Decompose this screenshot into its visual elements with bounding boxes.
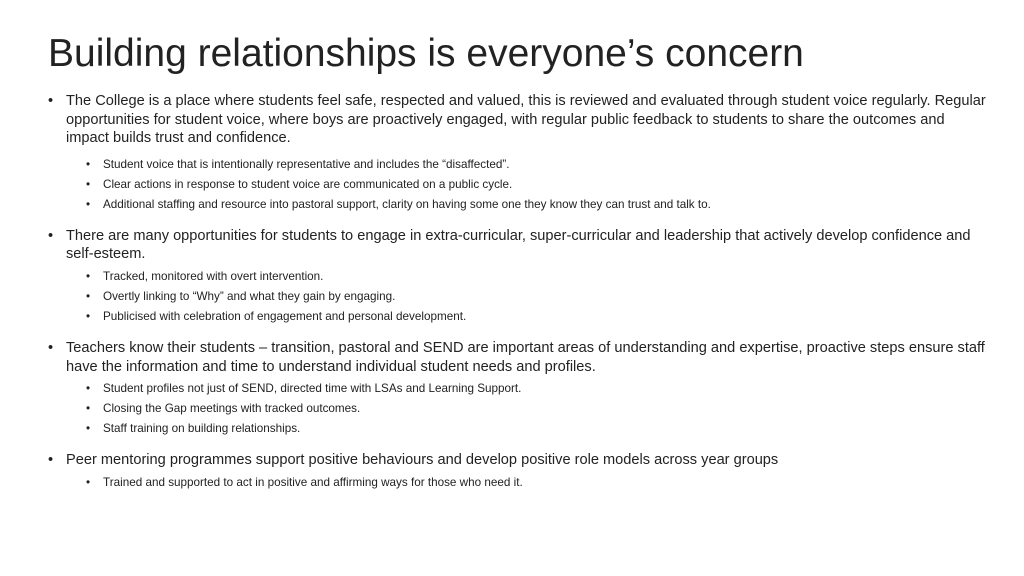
bullet-text: Teachers know their students – transition, pastoral and SEND are important areas of understanding and expertise, proactive steps ensure staff have the information and time to understand individual student needs and profiles. <box>66 340 985 375</box>
sub-bullet-icon: • <box>86 197 91 211</box>
sub-bullet-icon: • <box>86 382 91 396</box>
sub-bullet-point <box>86 287 988 307</box>
sub-bullet-point <box>86 307 988 327</box>
sub-bullet-point <box>86 267 988 287</box>
bullet-text: There are many opportunities for students to engage in extra-curricular, super-curricular and leadership that actively develop confidence and self-esteem. <box>66 227 971 263</box>
sub-bullet-text: Student profiles not just of SEND, directed time with LSAs and Learning Support. <box>103 382 522 396</box>
sub-bullet-icon: • <box>86 157 91 171</box>
bullet-icon: • <box>48 93 54 109</box>
bullet-icon: • <box>48 227 54 244</box>
sub-bullet-icon: • <box>86 289 91 303</box>
bullet-text: The College is a place where students feel safe, respected and valued, this is reviewed and evaluated through student voice regularly. Regular opportunities for student voice, where boys are proactively engaged, with regular public feedback to students to share the outcomes and impact builds trust and confidence. <box>66 93 986 146</box>
bullet-text: Peer mentoring programmes support positive behaviours and develop positive role models across year groups <box>66 452 779 469</box>
sub-bullet-icon: • <box>86 269 91 283</box>
sub-bullet-point <box>86 155 988 175</box>
bullet-icon: • <box>48 452 54 469</box>
sub-bullet-text: Clear actions in response to student voice are communicated on a public cycle. <box>103 177 513 191</box>
bullet-point <box>48 339 988 439</box>
sub-bullet-text: Student voice that is intentionally representative and includes the “disaffected”. <box>103 157 510 171</box>
sub-bullet-list <box>66 379 988 439</box>
sub-bullet-point <box>86 195 988 215</box>
bullet-point <box>48 92 988 215</box>
sub-bullet-text: Additional staffing and resource into pastoral support, clarity on having some one they know they can trust and talk to. <box>103 197 711 211</box>
sub-bullet-icon: • <box>86 309 91 323</box>
sub-bullet-icon: • <box>86 475 91 489</box>
sub-bullet-point <box>86 419 988 439</box>
bullet-point <box>48 451 988 493</box>
sub-bullet-text: Publicised with celebration of engagement and personal development. <box>103 309 467 323</box>
sub-bullet-text: Trained and supported to act in positive and affirming ways for those who need it. <box>103 475 523 489</box>
bullet-point <box>48 227 988 327</box>
sub-bullet-list <box>66 473 988 493</box>
slide-title: Building relationships is everyone’s concern <box>48 32 804 75</box>
sub-bullet-icon: • <box>86 422 91 436</box>
sub-bullet-point <box>86 399 988 419</box>
sub-bullet-text: Closing the Gap meetings with tracked outcomes. <box>103 402 361 416</box>
sub-bullet-text: Staff training on building relationships. <box>103 422 301 436</box>
bullet-list <box>48 92 988 493</box>
sub-bullet-point <box>86 175 988 195</box>
sub-bullet-text: Tracked, monitored with overt intervention. <box>103 269 324 283</box>
bullet-icon: • <box>48 340 54 357</box>
sub-bullet-text: Overtly linking to “Why” and what they gain by engaging. <box>103 289 396 303</box>
sub-bullet-point <box>86 473 988 493</box>
sub-bullet-icon: • <box>86 402 91 416</box>
sub-bullet-list <box>66 267 988 327</box>
sub-bullet-point <box>86 379 988 399</box>
sub-bullet-icon: • <box>86 177 91 191</box>
sub-bullet-list <box>66 155 988 215</box>
